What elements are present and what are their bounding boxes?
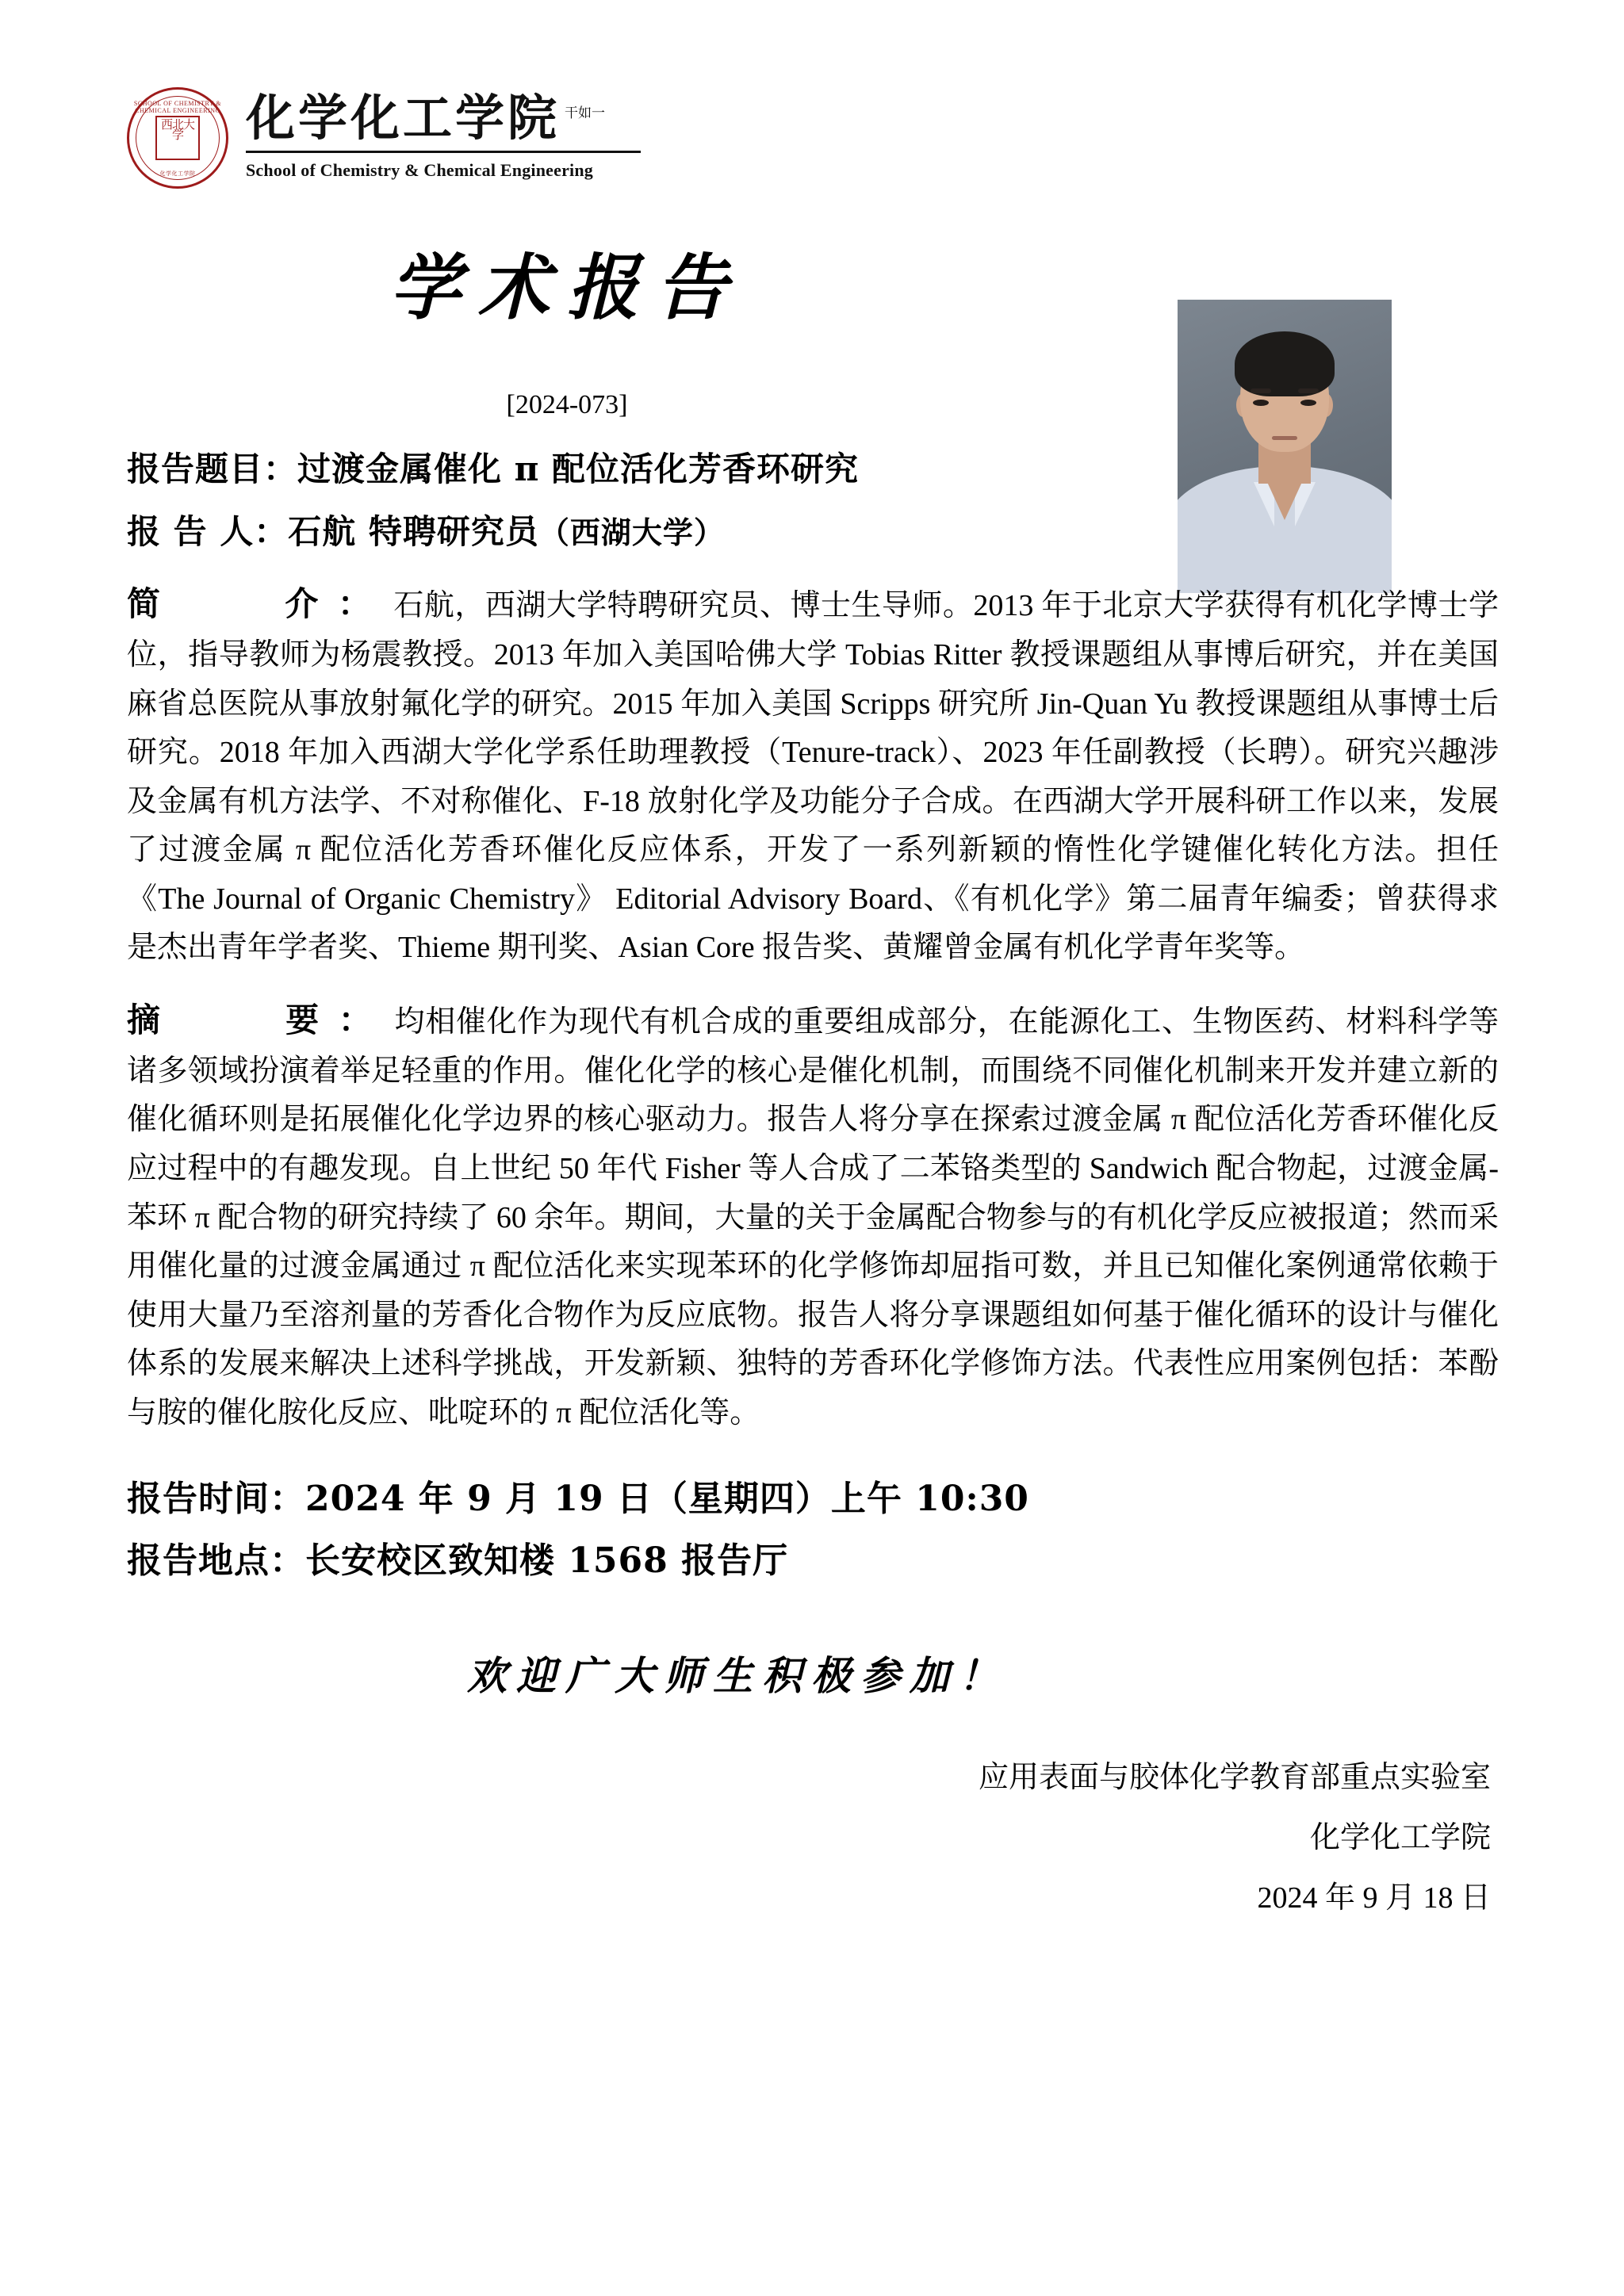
event-place-line bbox=[127, 1534, 1499, 1588]
signature-lab: 应用表面与胶体化学教育部重点实验室 bbox=[978, 1760, 1491, 1794]
school-header bbox=[127, 87, 641, 189]
photo-eye-right bbox=[1300, 400, 1316, 406]
reference-number: [2024-073] bbox=[506, 390, 628, 419]
talk-topic-value: 过渡金属催化 π 配位活化芳香环研究 bbox=[297, 450, 860, 488]
photo-brow-right bbox=[1298, 388, 1319, 393]
abstract-label: 摘 要： bbox=[127, 1000, 392, 1039]
abstract-paragraph bbox=[127, 993, 1499, 1437]
poster-body bbox=[127, 444, 1499, 1928]
school-seal-icon bbox=[127, 87, 228, 189]
seal-arc-top-text: SCHOOL OF CHEMISTRY & CHEMICAL ENGINEERING bbox=[133, 100, 222, 114]
talk-topic-label: 报告题目： bbox=[127, 450, 298, 488]
speaker-value: 石航 特聘研究员 bbox=[288, 512, 539, 551]
photo-eye-left bbox=[1253, 400, 1269, 406]
event-place-value: 长安校区致知楼 1568 报告厅 bbox=[305, 1540, 789, 1582]
photo-brow-left bbox=[1251, 388, 1271, 393]
event-time-value: 2024 年 9 月 19 日（星期四）上午 10:30 bbox=[305, 1479, 1029, 1520]
intro-text: 石航，西湖大学特聘研究员、博士生导师。2013 年于北京大学获得有机化学博士学位，指导教师为杨震教授。2013 年加入美国哈佛大学 Tobias Ritter 教授课题组从事博后研究，并在美国麻省总医院从事放射氟化学的研究。2015 年加入美国 Scripps 研究所 Jin-Quan Yu 教授课题组从事博士后研究。2018 年加入西湖大学化学系任助理教授（Tenure-track）、2023 年任副教授（长聘）。研究兴趣涉及金属有机方法学、不对称催化、F-18 放射化学及功能分子合成。在西湖大学开展科研工作以来，发展了过渡金属 π 配位活化芳香环催化反应体系，开发了一系列新颖的惰性化学键催化转化方法。担任《The Journal of Organic Chemistry》 Editorial Advisory Board、《有机化学》第二届青年编委；曾获得求是杰出青年学者奖、Thieme 期刊奖、Asian Core 报告奖、黄耀曾金属有机化学青年奖等。 bbox=[127, 589, 1499, 965]
intro-label: 简 介： bbox=[127, 584, 391, 623]
speaker-label: 报 告 人： bbox=[127, 512, 289, 551]
header-divider bbox=[246, 151, 641, 153]
school-name-cn-sup: 干如一 bbox=[565, 105, 606, 122]
event-details bbox=[127, 1472, 1499, 1588]
talk-topic-line bbox=[127, 444, 1166, 494]
school-name-cn-text: 化学化工学院 bbox=[246, 89, 561, 147]
signature-block bbox=[127, 1747, 1499, 1928]
signature-school: 化学化工学院 bbox=[1309, 1820, 1491, 1854]
school-name-cn bbox=[246, 89, 641, 147]
event-time-line bbox=[127, 1472, 1499, 1526]
speaker-affiliation: （西湖大学） bbox=[538, 515, 725, 550]
page-title: 学术报告 bbox=[389, 246, 745, 330]
event-time-label: 报告时间： bbox=[127, 1479, 305, 1520]
speaker-line bbox=[127, 507, 1166, 557]
seal-arc-bottom-text: 化学化工学院 bbox=[159, 170, 196, 177]
photo-hair bbox=[1235, 331, 1335, 396]
seal-center-text: 西北大学 bbox=[155, 116, 200, 160]
abstract-text: 均相催化作为现代有机合成的重要组成部分，在能源化工、生物医药、材料科学等诸多领域扮演着举足轻重的作用。催化化学的核心是催化机制，而围绕不同催化机制来开发并建立新的催化循环则是拓展催化化学边界的核心驱动力。报告人将分享在探索过渡金属 π 配位活化芳香环催化反应过程中的有趣发现。自上世纪 50 年代 Fisher 等人合成了二苯铬类型的 Sandwich 配合物起，过渡金属-苯环 π 配合物的研究持续了 60 余年。期间，大量的关于金属配合物参与的有机化学反应被报道；然而采用催化量的过渡金属通过 π 配位活化来实现苯环的化学修饰却屈指可数，并且已知催化案例通常依赖于使用大量乃至溶剂量的芳香化合物作为反应底物。报告人将分享课题组如何基于催化循环的设计与催化体系的发展来解决上述科学挑战，开发新颖、独特的芳香环化学修饰方法。代表性应用案例包括：苯酚与胺的催化胺化反应、吡啶环的 π 配位活化等。 bbox=[127, 1004, 1499, 1429]
photo-mouth bbox=[1272, 436, 1297, 440]
intro-paragraph bbox=[127, 577, 1499, 973]
welcome-message: 欢迎广大师生积极参加！ bbox=[467, 1651, 1008, 1699]
event-place-label: 报告地点： bbox=[127, 1540, 305, 1582]
school-title-block bbox=[246, 87, 641, 181]
school-name-en: School of Chemistry & Chemical Engineering bbox=[246, 160, 593, 180]
signature-date: 2024 年 9 月 18 日 bbox=[1257, 1881, 1491, 1915]
